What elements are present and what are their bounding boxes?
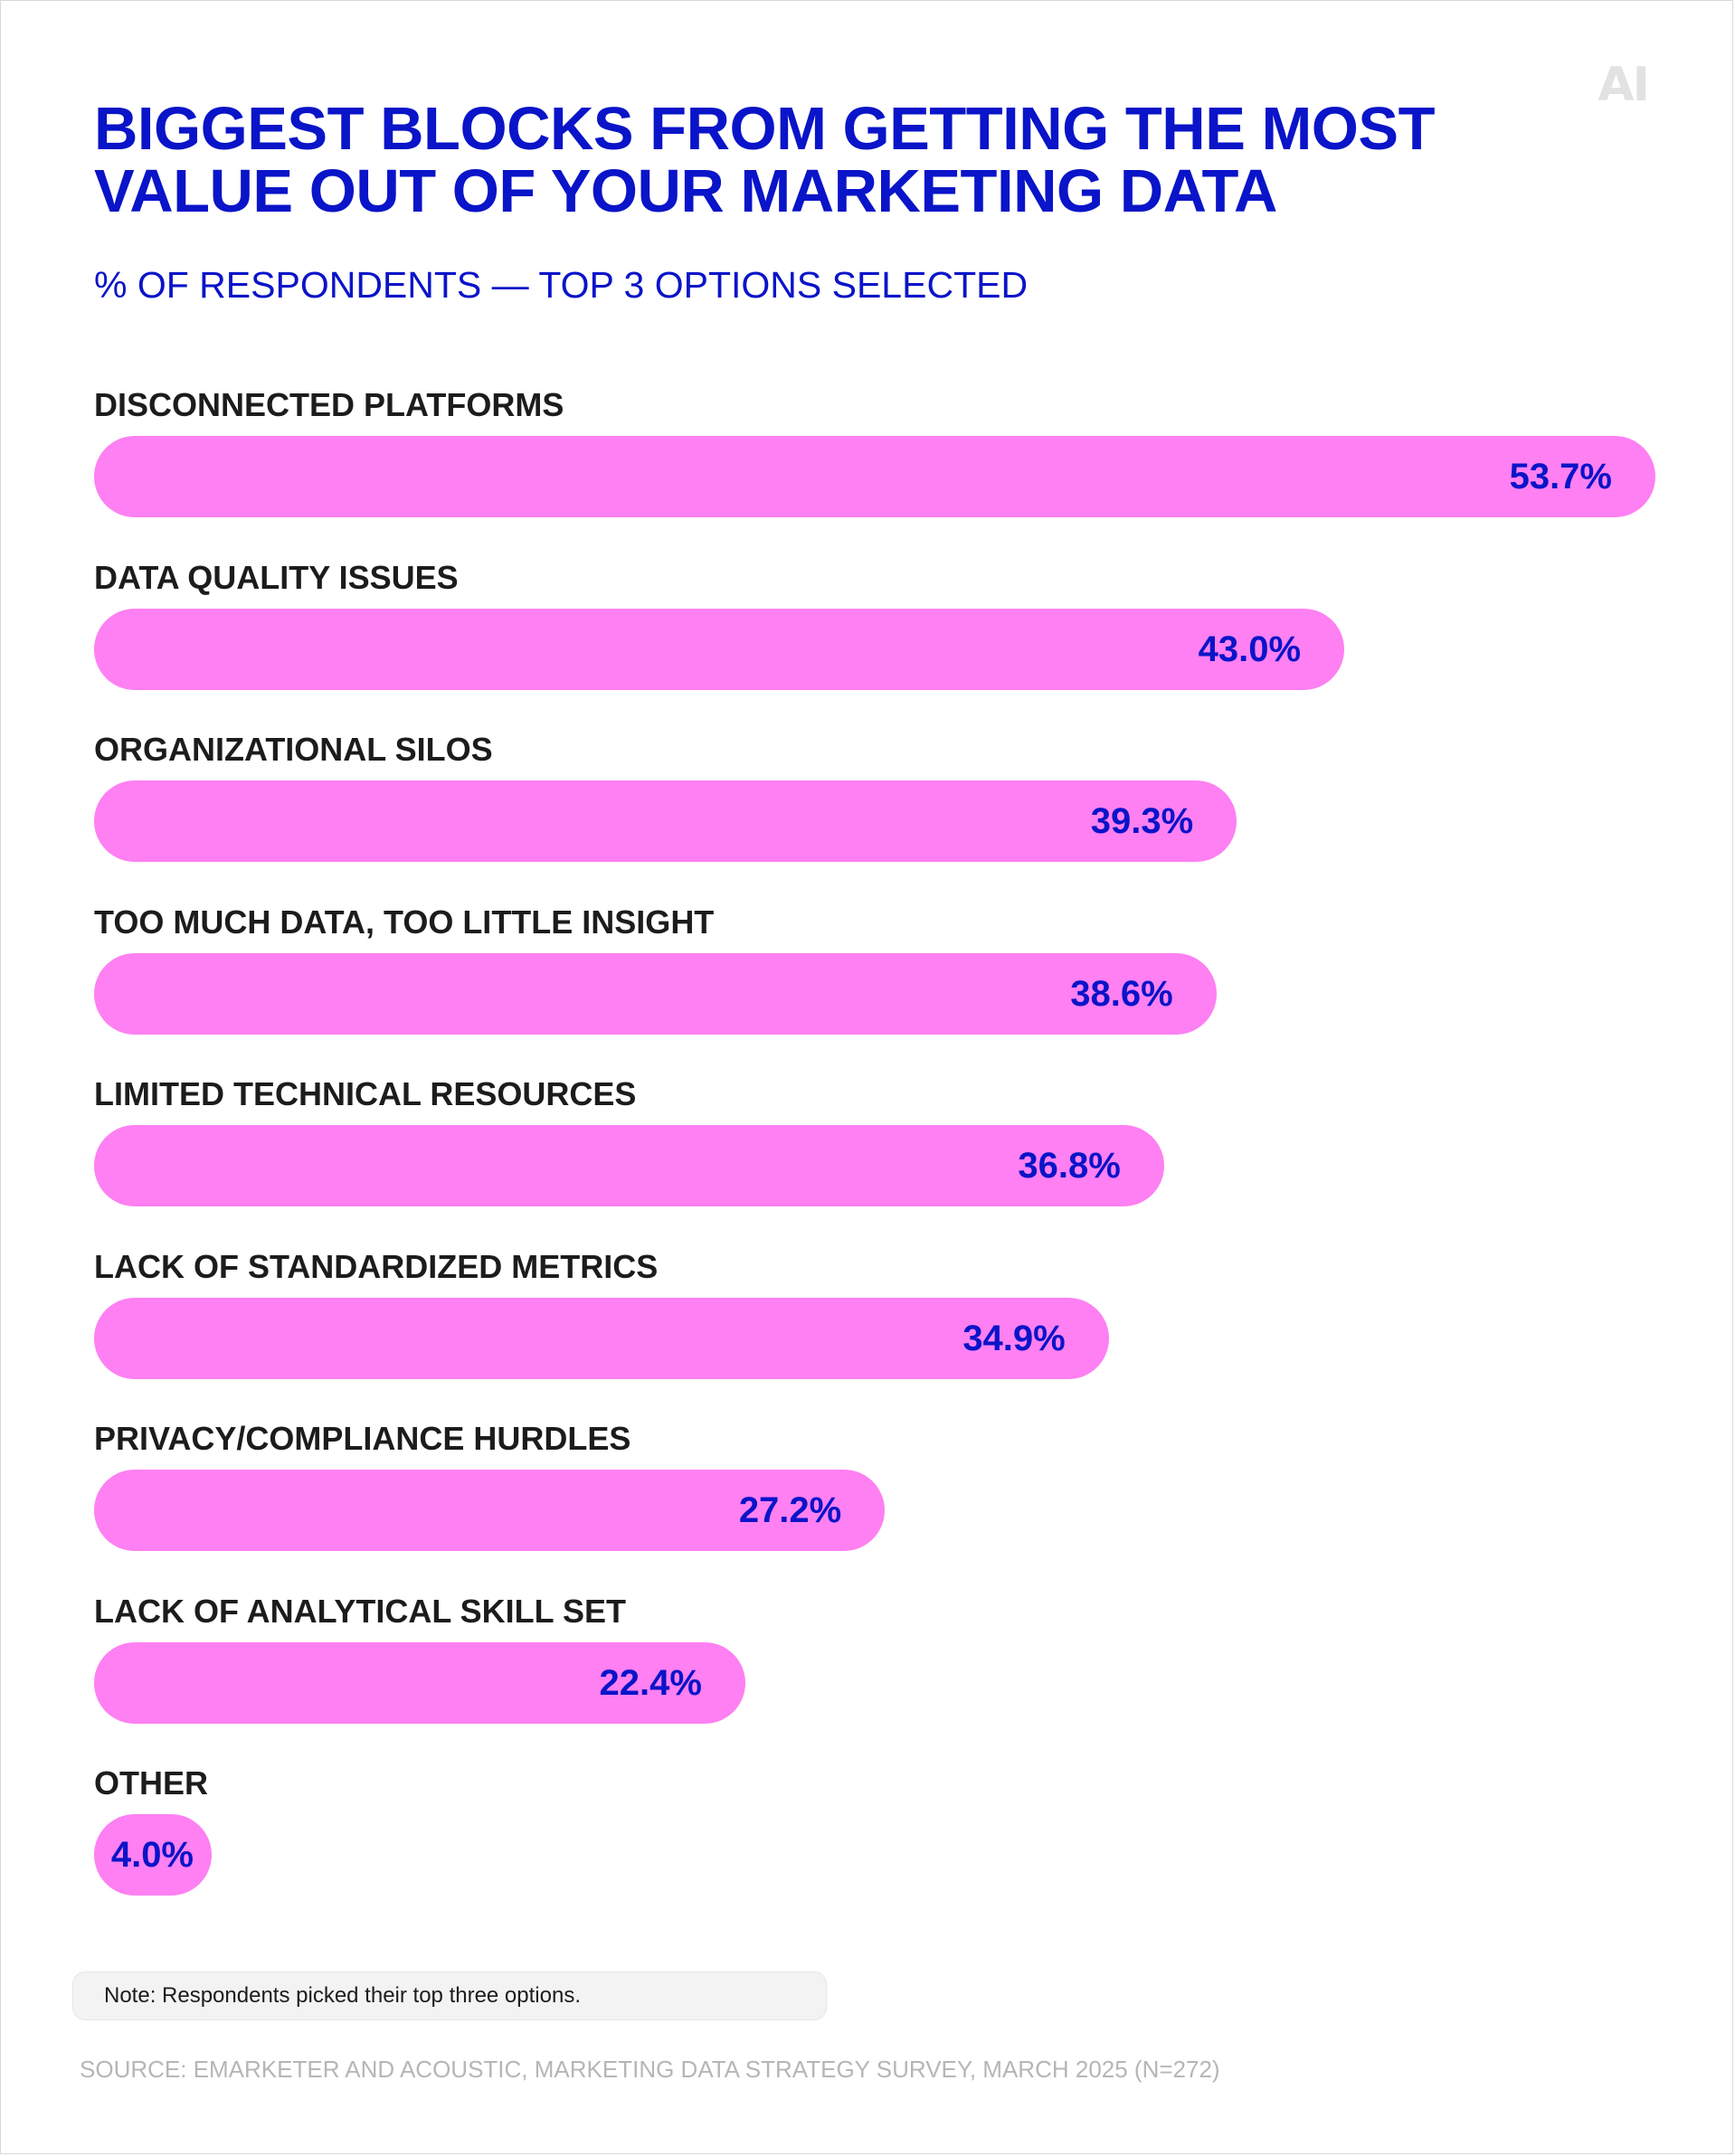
category-label: LACK OF STANDARDIZED METRICS <box>94 1247 659 1285</box>
bar-row <box>94 553 1659 697</box>
bar <box>94 1470 885 1551</box>
bar-row <box>94 724 1659 869</box>
category-label: DISCONNECTED PLATFORMS <box>94 386 564 423</box>
bar <box>94 436 1655 517</box>
bar-row <box>94 1242 1659 1386</box>
bar-row <box>94 380 1659 525</box>
bar-value-label: 39.3% <box>1090 801 1194 841</box>
bar-value-label: 27.2% <box>738 1490 842 1530</box>
category-label: LACK OF ANALYTICAL SKILL SET <box>94 1592 627 1630</box>
chart-title-line-1: BIGGEST BLOCKS FROM GETTING THE MOST <box>94 95 1436 163</box>
category-label: OTHER <box>94 1764 208 1801</box>
bar-row <box>94 1069 1659 1214</box>
chart-title-line-2: VALUE OUT OF YOUR MARKETING DATA <box>94 157 1277 225</box>
chart-title <box>94 95 1451 225</box>
bar <box>94 1814 212 1896</box>
bar <box>94 1125 1164 1206</box>
bar-value-label: 43.0% <box>1198 629 1302 669</box>
bar-row <box>94 897 1659 1042</box>
bar-value-label: 36.8% <box>1018 1146 1121 1186</box>
bar-row <box>94 1758 1659 1903</box>
bar <box>94 609 1344 690</box>
bar <box>94 780 1237 862</box>
bar <box>94 953 1217 1035</box>
bar-row <box>94 1414 1659 1558</box>
category-label: ORGANIZATIONAL SILOS <box>94 731 493 768</box>
bar-value-label: 4.0% <box>110 1835 194 1875</box>
bar-value-label: 34.9% <box>962 1318 1066 1358</box>
bar-value-label: 38.6% <box>1070 973 1173 1014</box>
note-text: Note: Respondents picked their top three options. <box>104 1983 581 2008</box>
bar-row <box>94 1586 1659 1731</box>
bar <box>94 1298 1109 1379</box>
bar-value-label: 53.7% <box>1509 457 1612 496</box>
brand-logo: AI <box>1598 58 1648 112</box>
category-label: LIMITED TECHNICAL RESOURCES <box>94 1075 637 1112</box>
category-label: TOO MUCH DATA, TOO LITTLE INSIGHT <box>94 903 715 941</box>
category-label: PRIVACY/COMPLIANCE HURDLES <box>94 1420 631 1457</box>
note-box <box>72 1972 827 2020</box>
category-label: DATA QUALITY ISSUES <box>94 558 459 596</box>
source-text: SOURCE: EMARKETER AND ACOUSTIC, MARKETING DATA STRATEGY SURVEY, MARCH 2025 (N=272) <box>80 2056 1220 2083</box>
chart-subtitle: % OF RESPONDENTS — TOP 3 OPTIONS SELECTED <box>94 264 1029 306</box>
bar-value-label: 22.4% <box>599 1662 702 1703</box>
bar <box>94 1642 745 1724</box>
